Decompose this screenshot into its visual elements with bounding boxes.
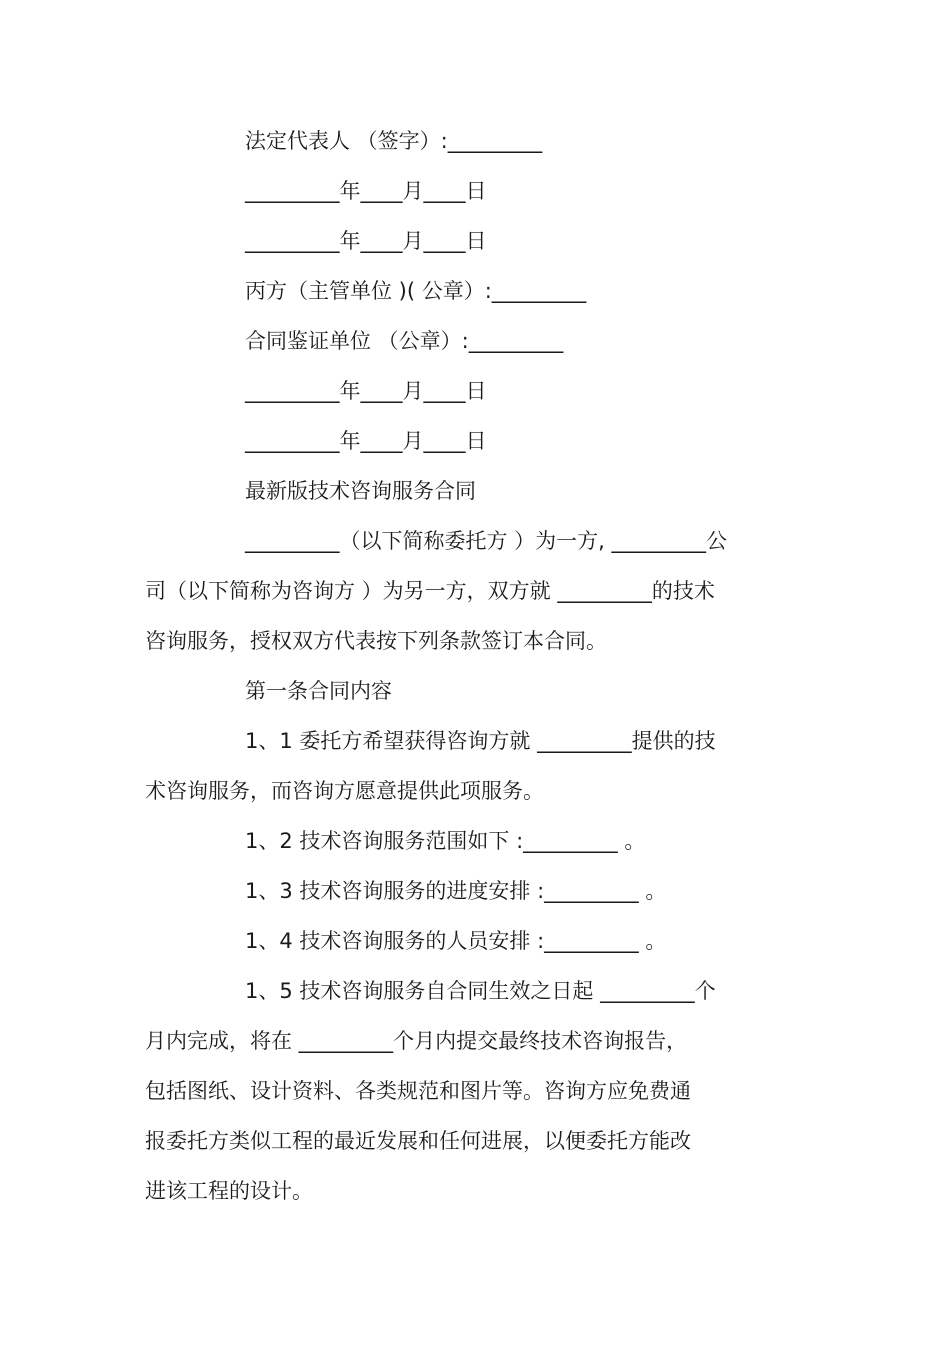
- paragraph-line: 司（以下简称为咨询方 ）为另一方，双方就 _________的技术: [145, 579, 715, 603]
- date-line: _________年____月____日: [245, 179, 487, 203]
- date-line: _________年____月____日: [245, 229, 487, 253]
- clause-1-5-cont: 月内完成，将在 _________个月内提交最终技术咨询报告，: [145, 1029, 688, 1053]
- clause-1-1-cont: 术咨询服务，而咨询方愿意提供此项服务。: [145, 779, 544, 803]
- clause-1-4: 1、4 技术咨询服务的人员安排 :_________ 。: [245, 929, 667, 953]
- clause-1-2: 1、2 技术咨询服务范围如下 :_________ 。: [245, 829, 646, 853]
- clause-1-5-cont: 包括图纸、设计资料、各类规范和图片等。咨询方应免费通: [145, 1079, 691, 1103]
- verification-unit-seal-line: 合同鉴证单位 （公章）:_________: [245, 329, 564, 353]
- clause-1-3: 1、3 技术咨询服务的进度安排 :_________ 。: [245, 879, 667, 903]
- clause-1-5: 1、5 技术咨询服务自合同生效之日起 _________个: [245, 979, 716, 1003]
- paragraph-line: _________（以下简称委托方 ）为一方, _________公: [245, 529, 728, 553]
- clause-1-5-cont: 报委托方类似工程的最近发展和任何进展，以便委托方能改: [145, 1129, 691, 1153]
- contract-title: 最新版技术咨询服务合同: [245, 479, 476, 503]
- clause-1-5-cont: 进该工程的设计。: [145, 1179, 313, 1203]
- paragraph-line: 咨询服务，授权双方代表按下列条款签订本合同。: [145, 629, 607, 653]
- clause-1-1: 1、1 委托方希望获得咨询方就 _________提供的技: [245, 729, 716, 753]
- date-line: _________年____月____日: [245, 429, 487, 453]
- article-heading: 第一条合同内容: [245, 679, 392, 703]
- party-c-seal-line: 丙方（主管单位 )( 公章）:_________: [245, 279, 587, 303]
- signature-line-legal-rep: 法定代表人 （签字）:_________: [245, 129, 543, 153]
- date-line: _________年____月____日: [245, 379, 487, 403]
